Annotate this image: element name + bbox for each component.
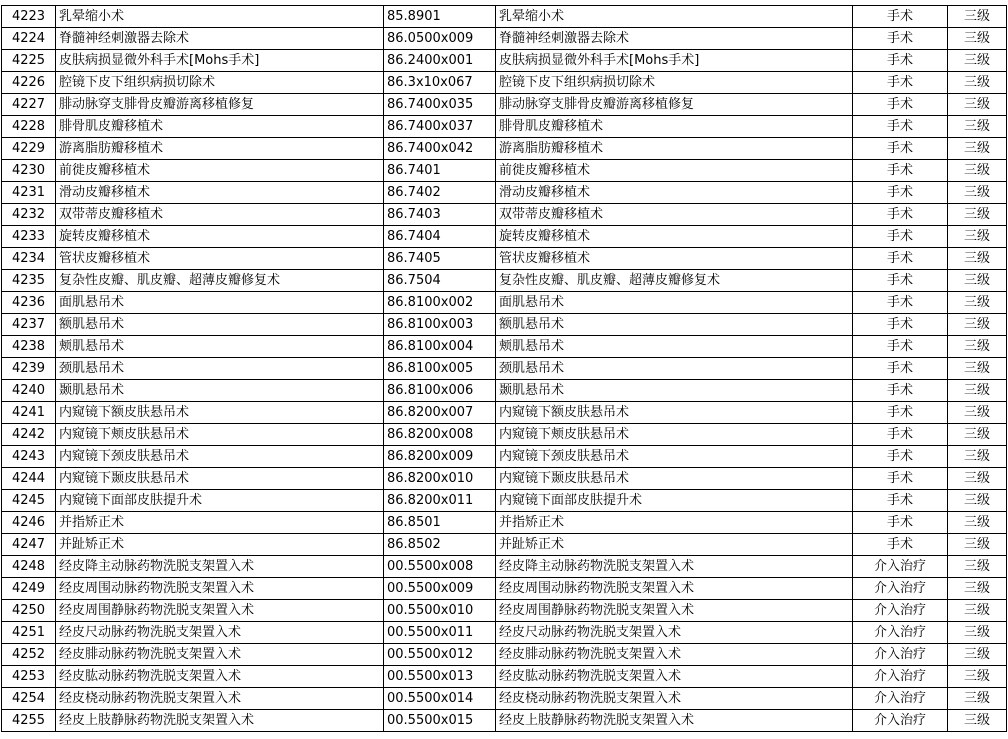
row-number-cell: 4234 xyxy=(2,248,56,270)
table-row xyxy=(2,534,1007,556)
procedure-type-cell: 手术 xyxy=(853,534,948,556)
procedure-code-cell: 00.5500x013 xyxy=(384,666,496,688)
row-number-cell: 4235 xyxy=(2,270,56,292)
procedure-name-cell: 经皮肱动脉药物洗脱支架置入术 xyxy=(56,666,384,688)
procedure-name-standard-cell: 内窥镜下颞皮肤悬吊术 xyxy=(496,468,853,490)
procedure-name-standard-cell: 并趾矫正术 xyxy=(496,534,853,556)
row-number-cell: 4239 xyxy=(2,358,56,380)
procedure-type-cell: 手术 xyxy=(853,138,948,160)
procedure-type-cell: 手术 xyxy=(853,50,948,72)
table-row xyxy=(2,314,1007,336)
row-number-cell: 4236 xyxy=(2,292,56,314)
procedure-code-cell: 00.5500x012 xyxy=(384,644,496,666)
table-row xyxy=(2,622,1007,644)
row-number-cell: 4255 xyxy=(2,710,56,732)
row-number-cell: 4242 xyxy=(2,424,56,446)
procedure-name-cell: 内窥镜下面部皮肤提升术 xyxy=(56,490,384,512)
procedure-type-cell: 手术 xyxy=(853,182,948,204)
procedure-type-cell: 手术 xyxy=(853,380,948,402)
procedure-type-cell: 手术 xyxy=(853,446,948,468)
procedure-type-cell: 手术 xyxy=(853,358,948,380)
procedure-type-cell: 介入治疗 xyxy=(853,622,948,644)
procedure-name-standard-cell: 颊肌悬吊术 xyxy=(496,336,853,358)
table-body xyxy=(2,6,1007,732)
procedure-code-cell: 86.7504 xyxy=(384,270,496,292)
table-row xyxy=(2,6,1007,28)
row-number-cell: 4229 xyxy=(2,138,56,160)
row-number-cell: 4238 xyxy=(2,336,56,358)
procedure-level-cell: 三级 xyxy=(948,336,1007,358)
procedure-name-cell: 颊肌悬吊术 xyxy=(56,336,384,358)
procedure-code-cell: 00.5500x010 xyxy=(384,600,496,622)
procedure-level-cell: 三级 xyxy=(948,688,1007,710)
table-row xyxy=(2,666,1007,688)
procedure-level-cell: 三级 xyxy=(948,490,1007,512)
procedure-level-cell: 三级 xyxy=(948,28,1007,50)
row-number-cell: 4252 xyxy=(2,644,56,666)
procedure-type-cell: 手术 xyxy=(853,314,948,336)
table-row xyxy=(2,116,1007,138)
procedure-name-standard-cell: 内窥镜下颊皮肤悬吊术 xyxy=(496,424,853,446)
procedure-name-cell: 脊髓神经刺激器去除术 xyxy=(56,28,384,50)
procedure-type-cell: 介入治疗 xyxy=(853,688,948,710)
table-row xyxy=(2,358,1007,380)
row-number-cell: 4230 xyxy=(2,160,56,182)
procedure-code-cell: 85.8901 xyxy=(384,6,496,28)
procedure-name-cell: 内窥镜下颞皮肤悬吊术 xyxy=(56,468,384,490)
row-number-cell: 4246 xyxy=(2,512,56,534)
procedure-code-cell: 86.7402 xyxy=(384,182,496,204)
procedure-level-cell: 三级 xyxy=(948,556,1007,578)
procedure-name-cell: 经皮桡动脉药物洗脱支架置入术 xyxy=(56,688,384,710)
row-number-cell: 4232 xyxy=(2,204,56,226)
procedure-name-cell: 内窥镜下额皮肤悬吊术 xyxy=(56,402,384,424)
procedure-level-cell: 三级 xyxy=(948,182,1007,204)
procedure-name-cell: 腔镜下皮下组织病损切除术 xyxy=(56,72,384,94)
procedure-type-cell: 手术 xyxy=(853,204,948,226)
row-number-cell: 4224 xyxy=(2,28,56,50)
table-row xyxy=(2,402,1007,424)
table-row xyxy=(2,446,1007,468)
procedure-level-cell: 三级 xyxy=(948,314,1007,336)
procedure-name-cell: 颈肌悬吊术 xyxy=(56,358,384,380)
row-number-cell: 4249 xyxy=(2,578,56,600)
procedure-name-standard-cell: 内窥镜下面部皮肤提升术 xyxy=(496,490,853,512)
table-row xyxy=(2,94,1007,116)
procedure-level-cell: 三级 xyxy=(948,270,1007,292)
procedure-type-cell: 手术 xyxy=(853,116,948,138)
procedure-name-standard-cell: 经皮腓动脉药物洗脱支架置入术 xyxy=(496,644,853,666)
procedure-level-cell: 三级 xyxy=(948,512,1007,534)
procedure-name-cell: 游离脂肪瓣移植术 xyxy=(56,138,384,160)
procedure-type-cell: 手术 xyxy=(853,226,948,248)
table-row xyxy=(2,710,1007,732)
procedure-level-cell: 三级 xyxy=(948,160,1007,182)
row-number-cell: 4228 xyxy=(2,116,56,138)
table-row xyxy=(2,160,1007,182)
procedure-name-standard-cell: 经皮桡动脉药物洗脱支架置入术 xyxy=(496,688,853,710)
procedure-level-cell: 三级 xyxy=(948,600,1007,622)
procedure-name-cell: 皮肤病损显微外科手术[Mohs手术] xyxy=(56,50,384,72)
procedure-level-cell: 三级 xyxy=(948,116,1007,138)
row-number-cell: 4247 xyxy=(2,534,56,556)
procedure-code-cell: 86.8200x011 xyxy=(384,490,496,512)
procedure-name-standard-cell: 经皮肱动脉药物洗脱支架置入术 xyxy=(496,666,853,688)
row-number-cell: 4245 xyxy=(2,490,56,512)
procedure-level-cell: 三级 xyxy=(948,710,1007,732)
procedure-type-cell: 手术 xyxy=(853,6,948,28)
procedure-name-cell: 经皮周围动脉药物洗脱支架置入术 xyxy=(56,578,384,600)
procedure-name-standard-cell: 面肌悬吊术 xyxy=(496,292,853,314)
row-number-cell: 4225 xyxy=(2,50,56,72)
procedure-name-standard-cell: 内窥镜下额皮肤悬吊术 xyxy=(496,402,853,424)
procedure-type-cell: 手术 xyxy=(853,28,948,50)
procedure-type-cell: 手术 xyxy=(853,490,948,512)
procedure-name-cell: 颞肌悬吊术 xyxy=(56,380,384,402)
procedure-name-standard-cell: 腔镜下皮下组织病损切除术 xyxy=(496,72,853,94)
table-row xyxy=(2,380,1007,402)
procedure-name-standard-cell: 经皮上肢静脉药物洗脱支架置入术 xyxy=(496,710,853,732)
procedure-name-standard-cell: 双带蒂皮瓣移植术 xyxy=(496,204,853,226)
procedure-name-standard-cell: 前徙皮瓣移植术 xyxy=(496,160,853,182)
row-number-cell: 4248 xyxy=(2,556,56,578)
table-row xyxy=(2,248,1007,270)
procedure-type-cell: 手术 xyxy=(853,160,948,182)
table-row xyxy=(2,644,1007,666)
procedure-name-cell: 经皮腓动脉药物洗脱支架置入术 xyxy=(56,644,384,666)
procedure-name-cell: 并指矫正术 xyxy=(56,512,384,534)
row-number-cell: 4237 xyxy=(2,314,56,336)
row-number-cell: 4243 xyxy=(2,446,56,468)
procedure-name-cell: 复杂性皮瓣、肌皮瓣、超薄皮瓣修复术 xyxy=(56,270,384,292)
procedure-code-cell: 86.8100x005 xyxy=(384,358,496,380)
procedure-code-cell: 00.5500x009 xyxy=(384,578,496,600)
procedure-type-cell: 手术 xyxy=(853,336,948,358)
procedure-code-cell: 86.7404 xyxy=(384,226,496,248)
procedure-name-cell: 腓动脉穿支腓骨皮瓣游离移植修复 xyxy=(56,94,384,116)
procedure-level-cell: 三级 xyxy=(948,138,1007,160)
table-row xyxy=(2,424,1007,446)
procedure-level-cell: 三级 xyxy=(948,622,1007,644)
row-number-cell: 4223 xyxy=(2,6,56,28)
table-row xyxy=(2,578,1007,600)
procedure-type-cell: 介入治疗 xyxy=(853,556,948,578)
row-number-cell: 4253 xyxy=(2,666,56,688)
procedure-name-standard-cell: 内窥镜下颈皮肤悬吊术 xyxy=(496,446,853,468)
procedure-code-cell: 86.8100x003 xyxy=(384,314,496,336)
row-number-cell: 4240 xyxy=(2,380,56,402)
procedure-type-cell: 介入治疗 xyxy=(853,710,948,732)
table-row xyxy=(2,600,1007,622)
procedure-level-cell: 三级 xyxy=(948,534,1007,556)
procedure-name-standard-cell: 管状皮瓣移植术 xyxy=(496,248,853,270)
procedure-level-cell: 三级 xyxy=(948,666,1007,688)
procedure-type-cell: 介入治疗 xyxy=(853,666,948,688)
table-row xyxy=(2,204,1007,226)
procedure-type-cell: 介入治疗 xyxy=(853,644,948,666)
procedure-code-cell: 00.5500x008 xyxy=(384,556,496,578)
table-row xyxy=(2,226,1007,248)
table-row xyxy=(2,490,1007,512)
procedure-code-cell: 86.3x10x067 xyxy=(384,72,496,94)
procedure-name-standard-cell: 游离脂肪瓣移植术 xyxy=(496,138,853,160)
procedure-name-cell: 经皮周围静脉药物洗脱支架置入术 xyxy=(56,600,384,622)
procedure-name-standard-cell: 脊髓神经刺激器去除术 xyxy=(496,28,853,50)
procedure-level-cell: 三级 xyxy=(948,402,1007,424)
procedure-type-cell: 手术 xyxy=(853,402,948,424)
row-number-cell: 4231 xyxy=(2,182,56,204)
procedure-code-cell: 00.5500x014 xyxy=(384,688,496,710)
procedure-code-cell: 86.7403 xyxy=(384,204,496,226)
procedure-name-cell: 内窥镜下颊皮肤悬吊术 xyxy=(56,424,384,446)
procedure-name-standard-cell: 并指矫正术 xyxy=(496,512,853,534)
procedure-type-cell: 介入治疗 xyxy=(853,600,948,622)
procedure-name-standard-cell: 腓骨肌皮瓣移植术 xyxy=(496,116,853,138)
procedure-code-cell: 86.8200x008 xyxy=(384,424,496,446)
row-number-cell: 4241 xyxy=(2,402,56,424)
procedure-type-cell: 手术 xyxy=(853,270,948,292)
table-row xyxy=(2,138,1007,160)
procedure-code-cell: 86.0500x009 xyxy=(384,28,496,50)
procedure-code-cell: 86.8501 xyxy=(384,512,496,534)
procedure-name-standard-cell: 滑动皮瓣移植术 xyxy=(496,182,853,204)
procedure-name-cell: 旋转皮瓣移植术 xyxy=(56,226,384,248)
procedure-name-cell: 经皮降主动脉药物洗脱支架置入术 xyxy=(56,556,384,578)
procedure-level-cell: 三级 xyxy=(948,468,1007,490)
procedure-code-cell: 86.8502 xyxy=(384,534,496,556)
procedure-code-cell: 86.8200x007 xyxy=(384,402,496,424)
table-row xyxy=(2,28,1007,50)
procedure-name-cell: 并趾矫正术 xyxy=(56,534,384,556)
procedure-level-cell: 三级 xyxy=(948,380,1007,402)
procedure-name-standard-cell: 经皮周围静脉药物洗脱支架置入术 xyxy=(496,600,853,622)
procedure-code-cell: 86.7401 xyxy=(384,160,496,182)
procedure-name-standard-cell: 复杂性皮瓣、肌皮瓣、超薄皮瓣修复术 xyxy=(496,270,853,292)
table-row xyxy=(2,72,1007,94)
procedure-type-cell: 介入治疗 xyxy=(853,578,948,600)
procedure-level-cell: 三级 xyxy=(948,248,1007,270)
procedure-name-standard-cell: 经皮尺动脉药物洗脱支架置入术 xyxy=(496,622,853,644)
procedure-level-cell: 三级 xyxy=(948,446,1007,468)
row-number-cell: 4244 xyxy=(2,468,56,490)
procedure-code-cell: 86.8100x004 xyxy=(384,336,496,358)
procedure-type-cell: 手术 xyxy=(853,424,948,446)
table-row xyxy=(2,512,1007,534)
procedure-code-cell: 86.7400x042 xyxy=(384,138,496,160)
procedure-code-cell: 00.5500x015 xyxy=(384,710,496,732)
procedure-name-cell: 内窥镜下颈皮肤悬吊术 xyxy=(56,446,384,468)
procedure-level-cell: 三级 xyxy=(948,292,1007,314)
procedure-name-cell: 前徙皮瓣移植术 xyxy=(56,160,384,182)
procedure-name-cell: 滑动皮瓣移植术 xyxy=(56,182,384,204)
table-row xyxy=(2,688,1007,710)
procedure-name-standard-cell: 经皮降主动脉药物洗脱支架置入术 xyxy=(496,556,853,578)
procedure-type-cell: 手术 xyxy=(853,94,948,116)
procedure-name-cell: 经皮上肢静脉药物洗脱支架置入术 xyxy=(56,710,384,732)
procedure-table xyxy=(1,5,1007,732)
procedure-type-cell: 手术 xyxy=(853,248,948,270)
procedure-name-standard-cell: 颈肌悬吊术 xyxy=(496,358,853,380)
table-row xyxy=(2,182,1007,204)
procedure-level-cell: 三级 xyxy=(948,72,1007,94)
table-row xyxy=(2,292,1007,314)
procedure-level-cell: 三级 xyxy=(948,94,1007,116)
procedure-code-cell: 86.2400x001 xyxy=(384,50,496,72)
procedure-name-cell: 乳晕缩小术 xyxy=(56,6,384,28)
table-row xyxy=(2,468,1007,490)
procedure-code-cell: 86.8200x009 xyxy=(384,446,496,468)
procedure-type-cell: 手术 xyxy=(853,292,948,314)
procedure-type-cell: 手术 xyxy=(853,72,948,94)
procedure-name-standard-cell: 额肌悬吊术 xyxy=(496,314,853,336)
row-number-cell: 4226 xyxy=(2,72,56,94)
table-row xyxy=(2,270,1007,292)
procedure-name-standard-cell: 腓动脉穿支腓骨皮瓣游离移植修复 xyxy=(496,94,853,116)
row-number-cell: 4233 xyxy=(2,226,56,248)
procedure-code-cell: 86.7400x037 xyxy=(384,116,496,138)
procedure-level-cell: 三级 xyxy=(948,50,1007,72)
row-number-cell: 4251 xyxy=(2,622,56,644)
procedure-name-standard-cell: 经皮周围动脉药物洗脱支架置入术 xyxy=(496,578,853,600)
table-row xyxy=(2,50,1007,72)
row-number-cell: 4250 xyxy=(2,600,56,622)
procedure-name-cell: 面肌悬吊术 xyxy=(56,292,384,314)
procedure-name-cell: 额肌悬吊术 xyxy=(56,314,384,336)
procedure-name-standard-cell: 乳晕缩小术 xyxy=(496,6,853,28)
procedure-name-cell: 双带蒂皮瓣移植术 xyxy=(56,204,384,226)
procedure-type-cell: 手术 xyxy=(853,468,948,490)
procedure-level-cell: 三级 xyxy=(948,578,1007,600)
procedure-name-cell: 腓骨肌皮瓣移植术 xyxy=(56,116,384,138)
table-row xyxy=(2,336,1007,358)
procedure-level-cell: 三级 xyxy=(948,204,1007,226)
procedure-code-cell: 86.8100x006 xyxy=(384,380,496,402)
procedure-name-cell: 经皮尺动脉药物洗脱支架置入术 xyxy=(56,622,384,644)
procedure-type-cell: 手术 xyxy=(853,512,948,534)
procedure-level-cell: 三级 xyxy=(948,6,1007,28)
row-number-cell: 4227 xyxy=(2,94,56,116)
procedure-name-standard-cell: 颞肌悬吊术 xyxy=(496,380,853,402)
procedure-code-cell: 86.8100x002 xyxy=(384,292,496,314)
procedure-code-cell: 86.8200x010 xyxy=(384,468,496,490)
procedure-level-cell: 三级 xyxy=(948,644,1007,666)
table-row xyxy=(2,556,1007,578)
procedure-name-cell: 管状皮瓣移植术 xyxy=(56,248,384,270)
procedure-code-cell: 86.7400x035 xyxy=(384,94,496,116)
procedure-name-standard-cell: 皮肤病损显微外科手术[Mohs手术] xyxy=(496,50,853,72)
procedure-level-cell: 三级 xyxy=(948,358,1007,380)
procedure-code-cell: 00.5500x011 xyxy=(384,622,496,644)
procedure-level-cell: 三级 xyxy=(948,226,1007,248)
row-number-cell: 4254 xyxy=(2,688,56,710)
procedure-name-standard-cell: 旋转皮瓣移植术 xyxy=(496,226,853,248)
procedure-level-cell: 三级 xyxy=(948,424,1007,446)
procedure-code-cell: 86.7405 xyxy=(384,248,496,270)
